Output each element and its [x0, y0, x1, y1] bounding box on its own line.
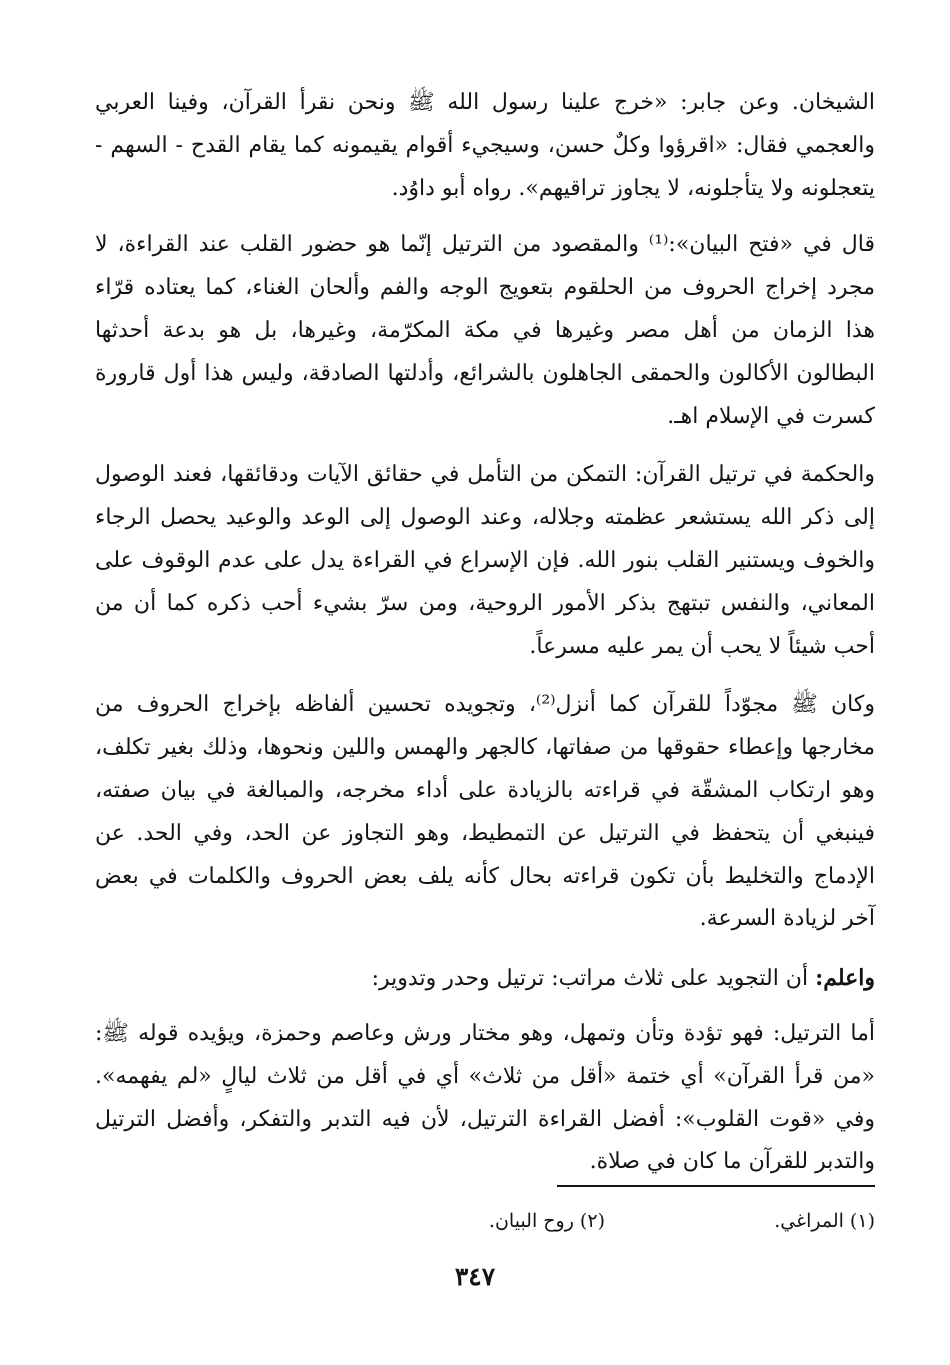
body-paragraph-4: وكان ﷺ مجوّداً للقرآن كما أنزل⁽²⁾، وتجويده تحسين ألفاظه بإخراج الحروف من مخارجها وإعطاء حقوقها من صفاتها، كالجهر والهمس واللين ونحوها، وذلك بغير تكلف، وهو ارتكاب المشقّة في قراءته بالزيادة على أداء مخرجه، والمبالغة في بيان صفته، فينبغي أن يتحفظ في الترتيل عن التمطيط، وهو التجاوز عن الحد، وفي الحد. عن الإدماج والتخليط بأن تكون قراءته بحال كأنه يلف بعض الحروف والكلمات في بعض آخر لزيادة السرعة.	[95, 692, 875, 932]
page-body	[95, 82, 875, 1232]
notice-lead: واعلم:	[815, 965, 875, 992]
body-paragraph-3: والحكمة في ترتيل القرآن: التمكن من التأمل في حقائق الآيات ودقائقها، فعند الوصول إلى ذكر الله يستشعر عظمته وجلاله، وعند الوصول إلى الوعد والوعيد يحصل الرجاء والخوف ويستنير القلب بنور الله. فإن الإسراع في القراءة يدل على عدم الوقوف على المعاني، والنفس تبتهج بذكر الأمور الروحية، ومن سرّ بشيء أحب ذكره كما أن من أحب شيئاً لا يحب أن يمر عليه مسرعاً.	[95, 462, 875, 659]
body-paragraph-2: قال في «فتح البيان»:⁽¹⁾ والمقصود من الترتيل إنّما هو حضور القلب عند القراءة، لا مجرد إخراج الحروف من الحلقوم بتعويج الوجه والفم وألحان الغناء، كما يعتاده قرّاء هذا الزمان من أهل مصر وغيرها في مكة المكرّمة، وغيرها، بل هو بدعة أحدثها البطالون الأكالون والحمقى الجاهلون بالشرائع، وأدلتها الصادقة، وليس هذا أول قارورة كسرت في الإسلام اهـ.	[95, 232, 875, 429]
body-paragraph-5: أما الترتيل: فهو تؤدة وتأن وتمهل، وهو مختار ورش وعاصم وحمزة، ويؤيده قوله ﷺ: «من قرأ القرآن» أي ختمة «أقل من ثلاث» أي في أقل من ثلاث ليالٍ «لم يفهمه». وفي «قوت القلوب»: أفضل القراءة الترتيل، لأن فيه التدبر والتفكر، وأفضل الترتيل والتدبر للقرآن ما كان في صلاة.	[95, 1020, 875, 1175]
footnote-1: (١) المراغي.	[774, 1210, 875, 1232]
notice-paragraph	[95, 957, 875, 1001]
notice-text: أن التجويد على ثلاث مراتب: ترتيل وحدر وتدوير:	[371, 966, 816, 992]
page-number: ٣٤٧	[454, 1262, 496, 1291]
footnote-divider	[557, 1185, 875, 1187]
body-paragraph-1: الشيخان. وعن جابر: «خرج علينا رسول الله ﷺ ونحن نقرأ القرآن، وفينا العربي والعجمي فقال: «اقرؤوا وكلٌ حسن، وسيجيء أقوام يقيمونه كما يقام القدح - السهم - يتعجلونه ولا يتأجلونه، لا يجاوز تراقيهم». رواه أبو داوُد.	[95, 90, 875, 201]
footnote-2: (٢) روح البيان.	[488, 1210, 605, 1232]
